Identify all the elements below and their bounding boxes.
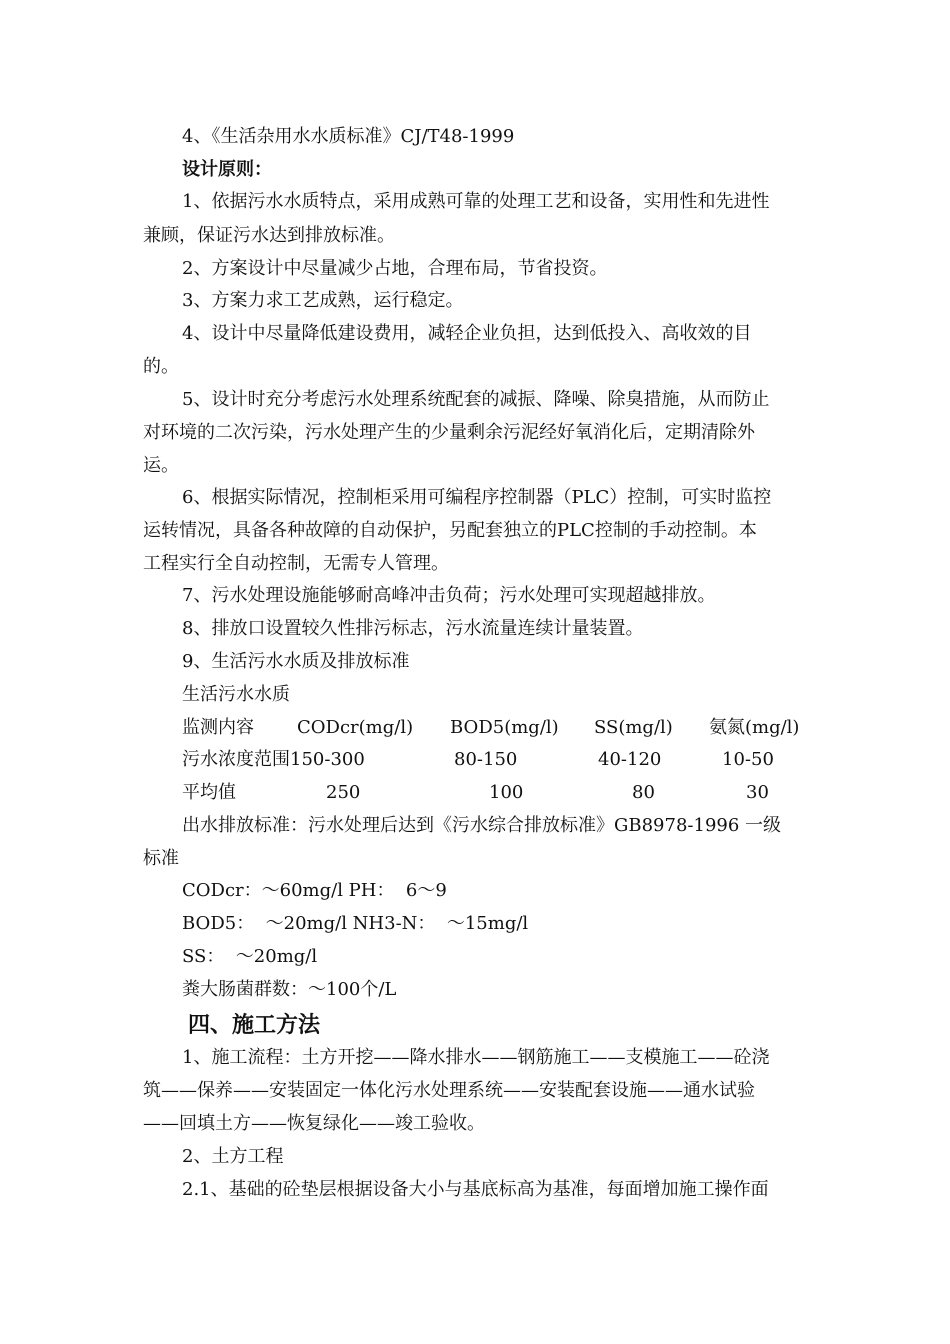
table-cell: 100: [489, 782, 524, 803]
principle-6-line-1: 6、根据实际情况，控制柜采用可编程序控制器（PLC）控制，可实时监控: [182, 487, 772, 508]
principle-6-line-3: 工程实行全自动控制，无需专人管理。: [143, 553, 449, 574]
table-header: CODcr(mg/l): [297, 717, 414, 738]
design-principles-title: 设计原则：: [182, 159, 272, 180]
table-header: 氨氮(mg/l): [709, 717, 800, 738]
table-cell: 250: [326, 782, 361, 803]
principle-7: 7、污水处理设施能够耐高峰冲击负荷；污水处理可实现超越排放。: [182, 585, 716, 606]
discharge-standard-line-2: 标准: [143, 848, 179, 869]
construction-flow-line-1: 1、施工流程：土方开挖——降水排水——钢筋施工——支模施工——砼浇: [182, 1047, 770, 1068]
section-heading: 四、施工方法: [188, 1012, 321, 1038]
standard-reference: 4、《生活杂用水水质标准》CJ/T48-1999: [182, 126, 515, 147]
discharge-standard-line-1: 出水排放标准：污水处理后达到《污水综合排放标准》GB8978-1996 一级: [182, 815, 782, 836]
principle-5-line-2: 对环境的二次污染，污水处理产生的少量剩余污泥经好氧消化后，定期清除外: [143, 422, 755, 443]
table-header: 监测内容: [182, 717, 254, 738]
principle-4-line-1: 4、设计中尽量降低建设费用，减轻企业负担，达到低投入、高收效的目: [182, 323, 752, 344]
principle-3: 3、方案力求工艺成熟，运行稳定。: [182, 290, 464, 311]
table-cell: 80: [632, 782, 655, 803]
standard-codcr-ph: CODcr：～60mg/l PH： 6～9: [182, 880, 447, 901]
principle-4-line-2: 的。: [143, 356, 179, 377]
principle-8: 8、排放口设置较久性排污标志，污水流量连续计量装置。: [182, 618, 644, 639]
principle-5-line-1: 5、设计时充分考虑污水处理系统配套的减振、降噪、除臭措施，从而防止: [182, 389, 770, 410]
table-cell: 30: [746, 782, 769, 803]
earthwork-clause-2-1: 2.1、基础的砼垫层根据设备大小与基底标高为基准，每面增加施工操作面: [182, 1179, 769, 1200]
standard-bod5-nh3n: BOD5： ～20mg/l NH3-N： ～15mg/l: [182, 913, 529, 934]
table-header: BOD5(mg/l): [450, 717, 559, 738]
standard-ss: SS： ～20mg/l: [182, 946, 318, 967]
construction-flow-line-3: ——回填土方——恢复绿化——竣工验收。: [143, 1113, 485, 1134]
principle-9: 9、生活污水水质及排放标准: [182, 651, 410, 672]
table-header: SS(mg/l): [594, 717, 673, 738]
earthwork-heading: 2、土方工程: [182, 1146, 284, 1167]
table-cell: 40-120: [598, 749, 662, 770]
table-cell: 污水浓度范围: [182, 749, 290, 770]
table-cell: 平均值: [182, 782, 236, 803]
standard-coliform: 粪大肠菌群数：～100个/L: [182, 979, 397, 1000]
construction-flow-line-2: 筑——保养——安装固定一体化污水处理系统——安装配套设施——通水试验: [143, 1080, 755, 1101]
principle-5-line-3: 运。: [143, 455, 179, 476]
table-cell: 10-50: [722, 749, 774, 770]
principle-2: 2、方案设计中尽量减少占地，合理布局，节省投资。: [182, 258, 608, 279]
principle-1-line-1: 1、依据污水水质特点，采用成熟可靠的处理工艺和设备，实用性和先进性: [182, 191, 770, 212]
table-cell: 150-300: [290, 749, 365, 770]
principle-1-line-2: 兼顾，保证污水达到排放标准。: [143, 225, 395, 246]
quality-title: 生活污水水质: [182, 684, 290, 705]
table-cell: 80-150: [454, 749, 518, 770]
principle-6-line-2: 运转情况，具备各种故障的自动保护，另配套独立的PLC控制的手动控制。本: [143, 520, 757, 541]
